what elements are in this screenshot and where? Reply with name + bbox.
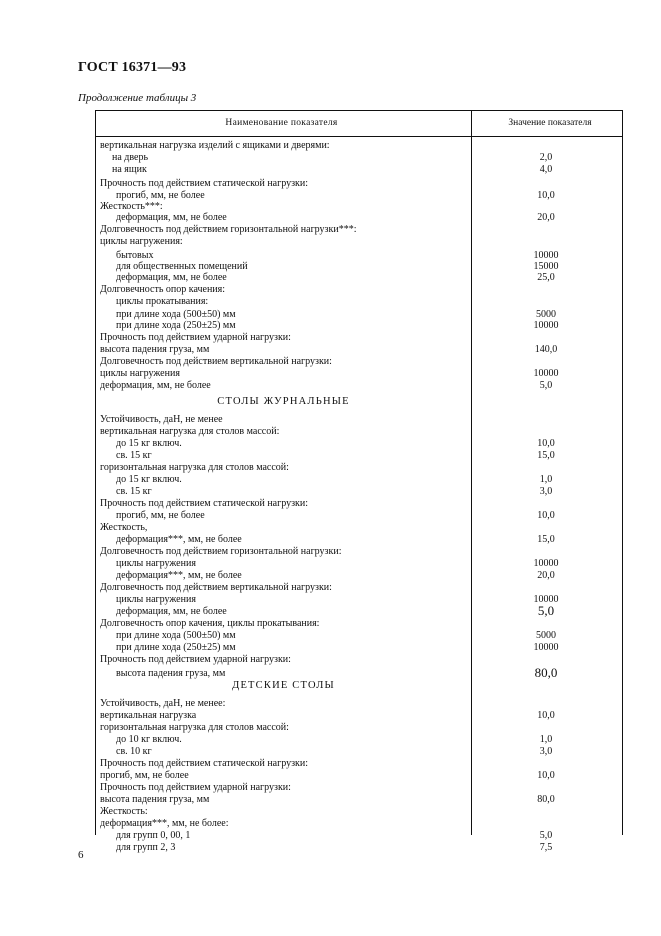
parameter-value: 10,0 xyxy=(537,710,555,721)
table-row xyxy=(96,462,622,473)
parameter-name: при длине хода (250±25) мм xyxy=(116,642,236,653)
parameter-name: св. 10 кг xyxy=(116,746,152,757)
parameter-name: на дверь xyxy=(112,152,149,163)
parameter-name: Жесткость: xyxy=(100,806,148,817)
parameter-name: Долговечность под действием вертикальной нагрузки: xyxy=(100,582,332,593)
parameter-name: Долговечность опор качения: xyxy=(100,284,226,295)
table-row xyxy=(96,250,622,261)
table-row xyxy=(96,654,622,665)
parameter-value: 3,0 xyxy=(539,486,553,497)
table-row xyxy=(96,380,622,391)
parameter-value: 5000 xyxy=(536,630,556,641)
parameter-name: до 15 кг включ. xyxy=(116,438,182,449)
parameter-value: 10,0 xyxy=(537,438,555,449)
table-row xyxy=(96,830,622,841)
table-row xyxy=(96,806,622,817)
table-row xyxy=(96,818,622,829)
table-continuation-note: Продолжение таблицы 3 xyxy=(78,92,197,104)
parameter-value: 140,0 xyxy=(534,344,558,355)
parameter-name: вертикальная нагрузка изделий с ящиками и дверями: xyxy=(100,140,330,151)
table-row xyxy=(96,758,622,769)
parameter-name: Жесткость***: xyxy=(100,201,163,212)
parameter-value: 10,0 xyxy=(537,190,555,201)
table-row xyxy=(96,356,622,367)
parameter-name: при длине хода (250±25) мм xyxy=(116,320,236,331)
parameter-value: 5000 xyxy=(536,309,556,320)
parameter-name: Прочность под действием статической нагрузки: xyxy=(100,758,309,769)
table-row xyxy=(96,152,622,163)
parameter-value: 80,0 xyxy=(534,665,558,680)
parameter-value: 15,0 xyxy=(537,450,555,461)
parameter-name: прогиб, мм, не более xyxy=(116,190,205,201)
parameter-name: высота падения груза, мм xyxy=(116,668,226,679)
table-row xyxy=(96,618,622,629)
parameter-name: св. 15 кг xyxy=(116,486,152,497)
table-row xyxy=(96,710,622,721)
parameter-name: вертикальная нагрузка для столов массой: xyxy=(100,426,280,437)
parameter-value: 10000 xyxy=(533,558,559,569)
table-row xyxy=(96,642,622,653)
parameter-name: высота падения груза, мм xyxy=(100,344,210,355)
parameter-name: деформация, мм, не более xyxy=(116,606,227,617)
parameter-name: Прочность под действием статической нагрузки: xyxy=(100,498,309,509)
table-row xyxy=(96,224,622,235)
parameter-value: 20,0 xyxy=(537,570,555,581)
parameter-name: вертикальная нагрузка xyxy=(100,710,197,721)
page-number: 6 xyxy=(78,849,84,861)
table-row xyxy=(96,190,622,201)
section-heading: СТОЛЫ ЖУРНАЛЬНЫЕ xyxy=(217,396,350,407)
parameter-name: для групп 2, 3 xyxy=(116,842,176,853)
parameter-value: 15,0 xyxy=(537,534,555,545)
parameter-value: 5,0 xyxy=(539,830,553,841)
parameter-value: 10000 xyxy=(533,250,559,261)
document-code: ГОСТ 16371—93 xyxy=(78,60,187,75)
table-row xyxy=(96,698,622,709)
table-row xyxy=(96,140,622,151)
parameter-name: деформация, мм, не более xyxy=(116,212,227,223)
parameter-value: 10000 xyxy=(533,320,559,331)
table-row xyxy=(96,296,622,307)
table-row xyxy=(96,522,622,533)
parameter-value: 4,0 xyxy=(539,164,553,175)
table-row xyxy=(96,438,622,449)
parameter-value: 1,0 xyxy=(539,734,553,745)
parameter-value: 15000 xyxy=(533,261,559,272)
parameter-name: Устойчивость, даН, не менее xyxy=(100,414,223,425)
parameter-name: деформация, мм, не более xyxy=(116,272,227,283)
parameter-name: Прочность под действием ударной нагрузки: xyxy=(100,332,291,343)
parameters-table xyxy=(95,110,623,853)
parameter-value: 5,0 xyxy=(537,603,555,618)
table-row xyxy=(96,201,622,212)
parameter-value: 10000 xyxy=(533,368,559,379)
table-row xyxy=(96,546,622,557)
parameter-name: горизонтальная нагрузка для столов массой: xyxy=(100,722,289,733)
table-row xyxy=(96,178,622,189)
table-row xyxy=(96,603,622,618)
table-row xyxy=(96,368,622,379)
table-row xyxy=(96,236,622,247)
parameter-name: до 10 кг включ. xyxy=(116,734,182,745)
parameter-name: деформация***, мм, не более xyxy=(116,534,242,545)
column-header-name: Наименование показателя xyxy=(225,118,338,128)
parameter-name: при длине хода (500±50) мм xyxy=(116,630,236,641)
table-row xyxy=(96,284,622,295)
table-row xyxy=(96,450,622,461)
table-row xyxy=(96,510,622,521)
table-row xyxy=(96,272,622,283)
table-row xyxy=(96,309,622,320)
parameter-name: Долговечность под действием горизонтальной нагрузки: xyxy=(100,546,342,557)
column-header-value: Значение показателя xyxy=(508,118,592,128)
table-row xyxy=(96,414,622,425)
parameter-name: циклы нагружения xyxy=(116,594,196,605)
parameter-name: Долговечность опор качения, циклы прокатывания: xyxy=(100,618,320,629)
parameter-name: до 15 кг включ. xyxy=(116,474,182,485)
table-row xyxy=(96,320,622,331)
parameter-name: Долговечность под действием вертикальной нагрузки: xyxy=(100,356,332,367)
parameter-value: 3,0 xyxy=(539,746,553,757)
parameter-value: 80,0 xyxy=(537,794,555,805)
table-row xyxy=(96,534,622,545)
parameter-name: горизонтальная нагрузка для столов массой: xyxy=(100,462,289,473)
parameter-value: 10000 xyxy=(533,642,559,653)
table-row xyxy=(96,486,622,497)
parameter-name: деформация***, мм, не более: xyxy=(100,818,229,829)
parameter-name: Прочность под действием ударной нагрузки: xyxy=(100,654,291,665)
parameter-value: 10,0 xyxy=(537,770,555,781)
table-row xyxy=(96,746,622,757)
table-row xyxy=(96,582,622,593)
parameter-name: Прочность под действием ударной нагрузки: xyxy=(100,782,291,793)
table-row xyxy=(96,722,622,733)
table-row xyxy=(96,665,622,680)
parameter-name: циклы нагружения: xyxy=(100,236,183,247)
parameter-name: высота падения груза, мм xyxy=(100,794,210,805)
parameter-name: на ящик xyxy=(112,164,147,175)
table-row xyxy=(96,212,622,223)
table-row xyxy=(96,630,622,641)
table-row xyxy=(96,474,622,485)
parameter-name: при длине хода (500±50) мм xyxy=(116,309,236,320)
table-row xyxy=(96,332,622,343)
table-header xyxy=(96,111,622,137)
parameter-name: св. 15 кг xyxy=(116,450,152,461)
table-row xyxy=(96,842,622,853)
parameter-name: прогиб, мм, не более xyxy=(100,770,189,781)
parameter-name: деформация, мм, не более xyxy=(100,380,211,391)
parameter-name: циклы прокатывания: xyxy=(116,296,209,307)
table-row xyxy=(96,570,622,581)
parameter-name: Устойчивость, даН, не менее: xyxy=(100,698,226,709)
parameter-value: 10000 xyxy=(533,594,559,605)
table-row xyxy=(96,794,622,805)
parameter-value: 20,0 xyxy=(537,212,555,223)
parameter-name: циклы нагружения xyxy=(116,558,196,569)
parameter-name: Прочность под действием статической нагрузки: xyxy=(100,178,309,189)
parameter-name: деформация***, мм, не более xyxy=(116,570,242,581)
parameter-name: для общественных помещений xyxy=(116,261,248,272)
table-row xyxy=(96,498,622,509)
parameter-value: 10,0 xyxy=(537,510,555,521)
parameter-value: 1,0 xyxy=(539,474,553,485)
parameter-value: 2,0 xyxy=(539,152,553,163)
parameter-value: 25,0 xyxy=(537,272,555,283)
table-row xyxy=(96,261,622,272)
section-heading: ДЕТСКИЕ СТОЛЫ xyxy=(232,680,335,691)
parameter-value: 7,5 xyxy=(539,842,553,853)
parameter-name: Жесткость, xyxy=(100,522,148,533)
table-row xyxy=(96,782,622,793)
table-row xyxy=(96,426,622,437)
table-row xyxy=(96,734,622,745)
parameter-name: циклы нагружения xyxy=(100,368,180,379)
table-row xyxy=(96,344,622,355)
table-row xyxy=(96,558,622,569)
parameter-name: для групп 0, 00, 1 xyxy=(116,830,191,841)
parameter-name: бытовых xyxy=(116,250,154,261)
parameter-value: 5,0 xyxy=(539,380,553,391)
table-row xyxy=(96,770,622,781)
parameter-name: Долговечность под действием горизонтальной нагрузки***: xyxy=(100,224,357,235)
parameter-name: прогиб, мм, не более xyxy=(116,510,205,521)
table-row xyxy=(96,164,622,175)
